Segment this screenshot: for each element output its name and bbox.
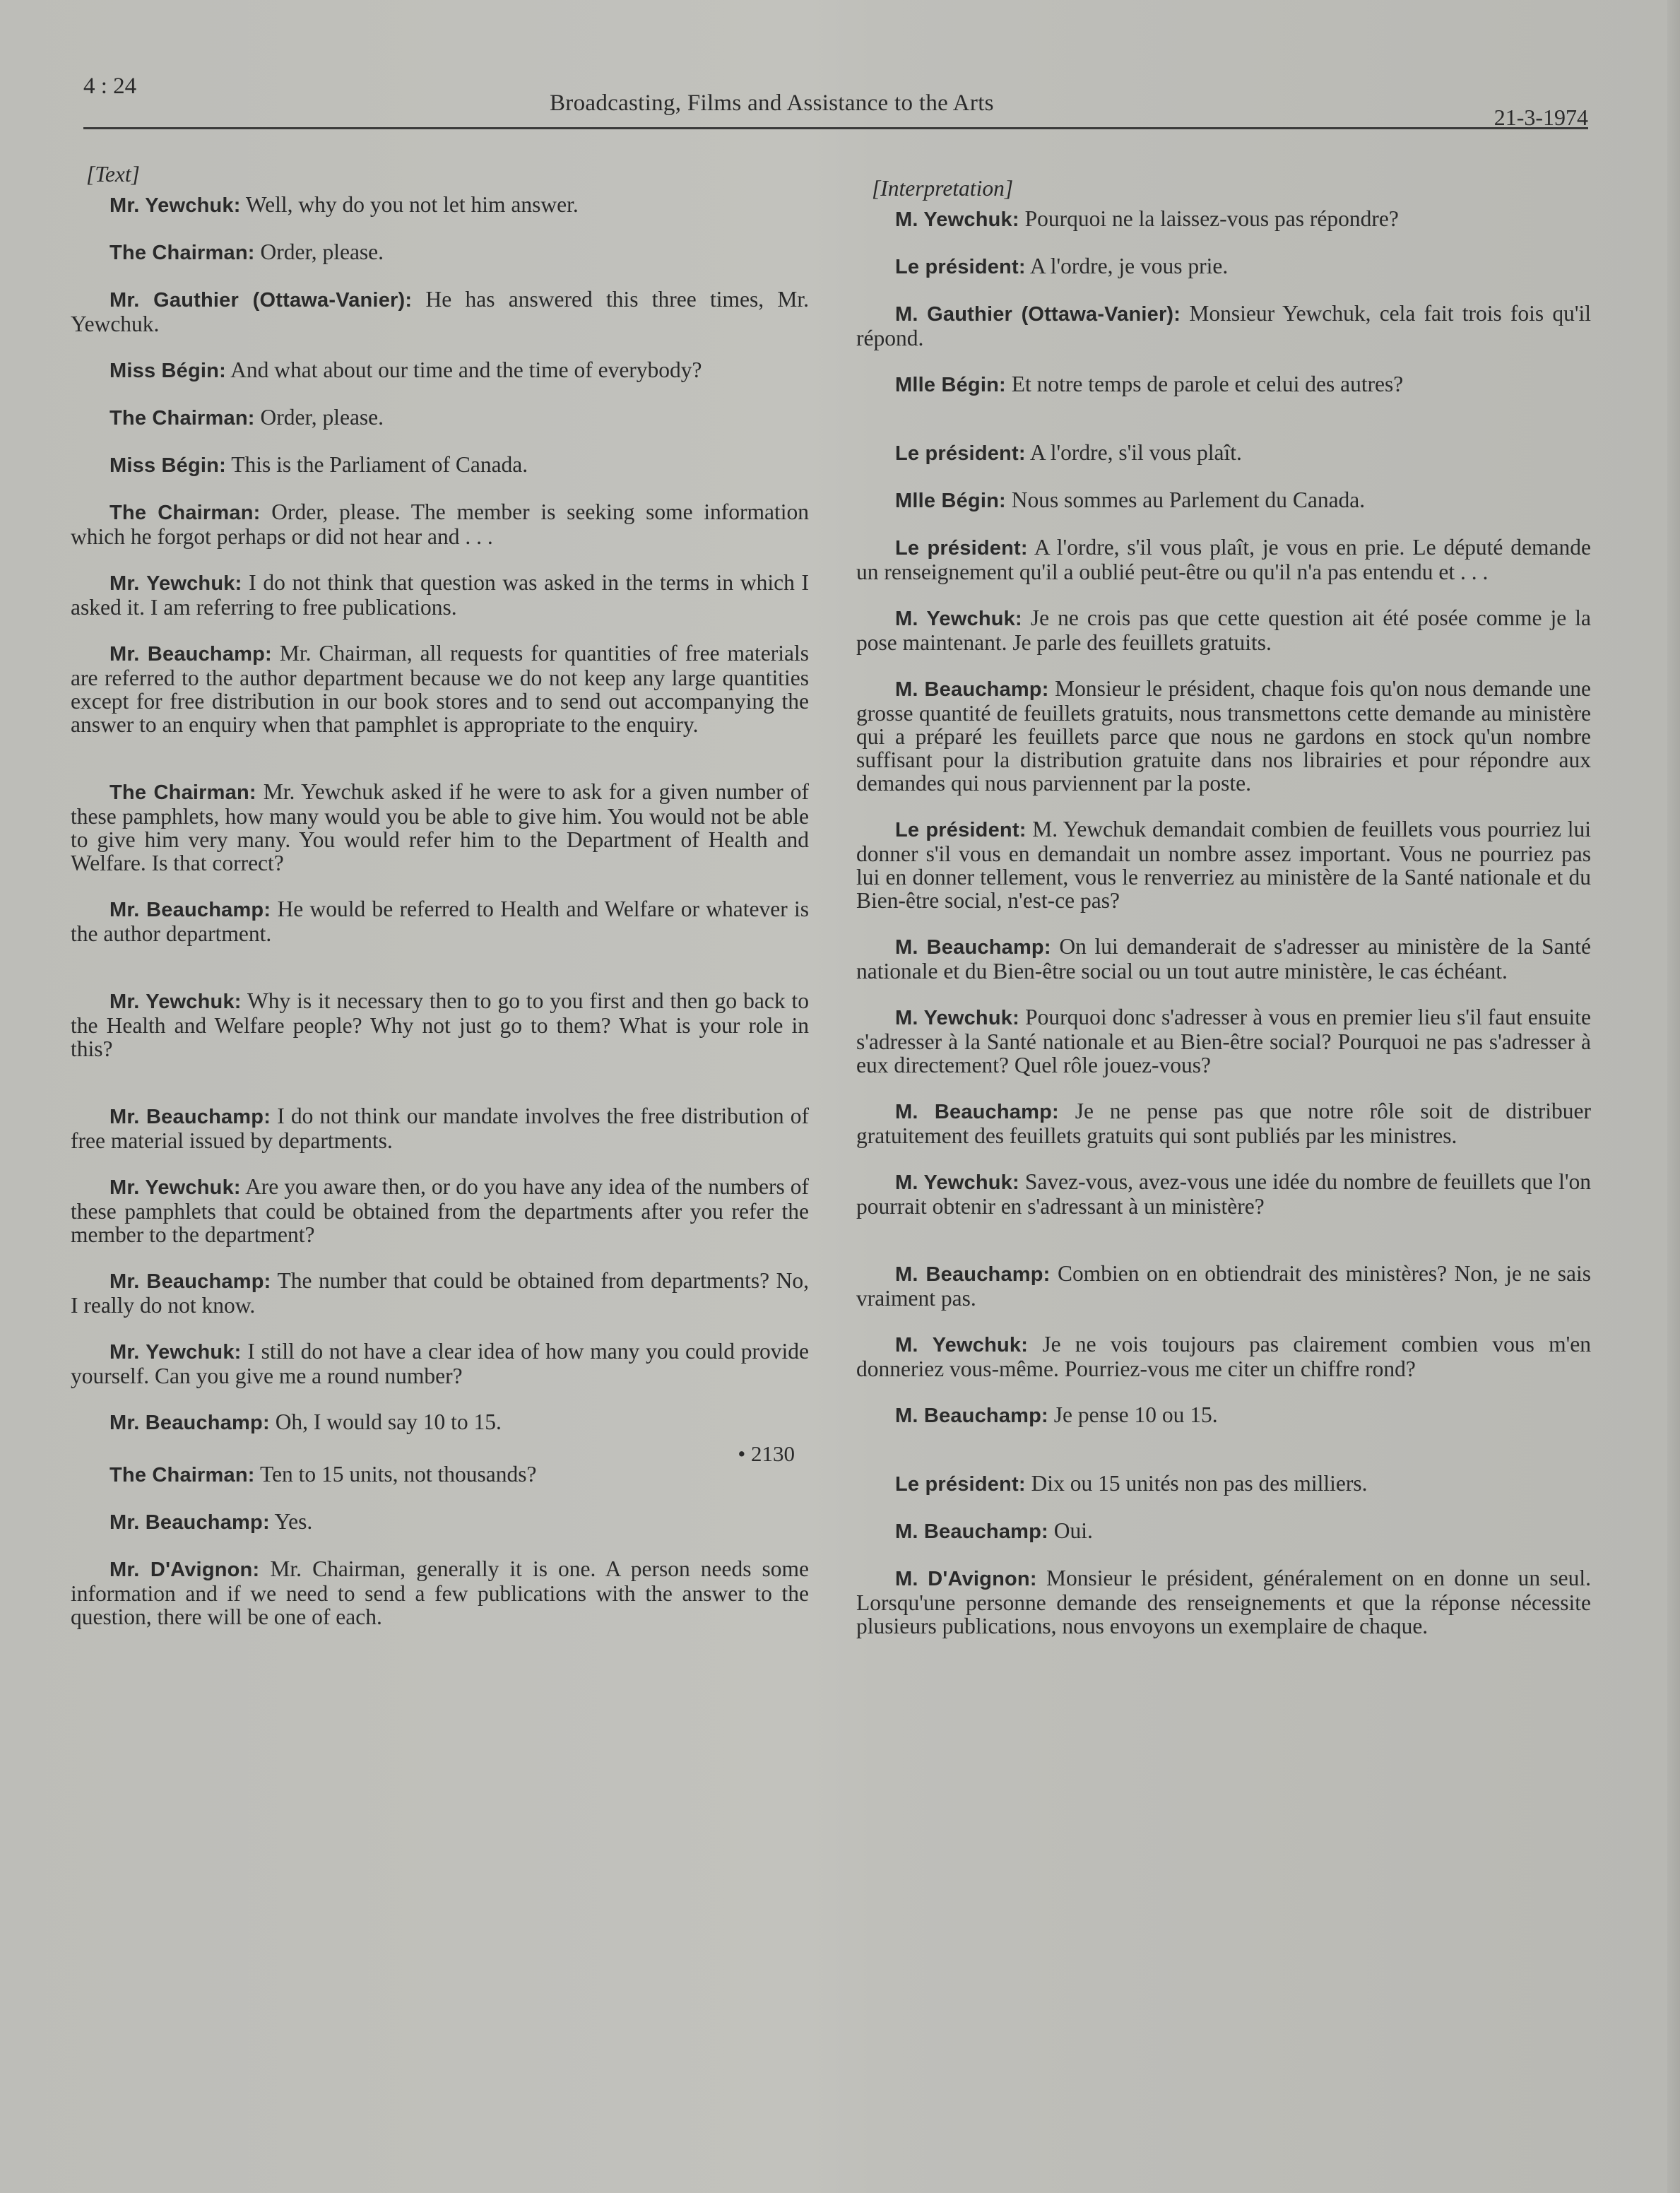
speaker-name: Miss Bégin: [110, 454, 226, 477]
transcript-entry [71, 453, 809, 478]
speaker-name: Mlle Bégin: [895, 490, 1006, 512]
speech-text: Je ne pense pas que notre rôle soit de distribuer gratuitement des feuillets gratuits qui sont publiés par les ministres. [856, 1099, 1592, 1148]
speaker-name: Mr. Yewchuk: [110, 991, 242, 1013]
speaker-name: Mlle Bégin: [895, 374, 1006, 396]
transcript-entry [71, 642, 809, 736]
speech-text: A l'ordre, je vous prie. [1029, 254, 1229, 278]
speech-text: Nous sommes au Parlement du Canada. [1011, 487, 1366, 512]
transcript-entry [856, 1403, 1591, 1428]
speaker-name: Le président: [895, 256, 1026, 278]
transcript-entry [71, 1175, 809, 1246]
speech-text: I do not think our mandate involves the free distribution of free material issued by departments. [71, 1104, 809, 1153]
speaker-name: Mr. D'Avignon: [110, 1559, 260, 1581]
speaker-name: Le président: [895, 1473, 1026, 1496]
speech-text: Order, please. [260, 240, 384, 264]
transcript-entry [856, 254, 1591, 279]
speech-text: Ten to 15 units, not thousands? [259, 1462, 537, 1486]
transcript-entry [856, 536, 1591, 584]
transcript-entry [856, 606, 1591, 654]
speaker-name: Mr. Yewchuk: [110, 1176, 241, 1199]
transcript-entry [856, 1005, 1591, 1077]
speaker-name: M. Yewchuk: [895, 1007, 1019, 1029]
transcript-entry [856, 1566, 1591, 1638]
speaker-name: The Chairman: [110, 1464, 255, 1486]
speech-text: Je pense 10 ou 15. [1053, 1402, 1218, 1427]
publication-date: 21-3-1974 [1493, 105, 1588, 130]
transcript-entry [71, 1104, 809, 1152]
transcript-entry [856, 935, 1591, 983]
speech-text: Mr. Chairman, generally it is one. A person needs some information and if we need to send a few publications with the answer to the question, there will be one of each. [71, 1556, 810, 1629]
transcript-entry [71, 406, 809, 430]
speaker-name: M. Beauchamp: [895, 1520, 1048, 1543]
transcript-entry [71, 288, 809, 336]
transcript-entry [856, 207, 1591, 232]
page-edge-shadow [1667, 0, 1680, 2193]
transcript-entry [71, 989, 809, 1060]
transcript-entry [71, 897, 809, 945]
speaker-name: Mr. Beauchamp: [110, 1270, 271, 1293]
transcript-entry [856, 1519, 1591, 1544]
speaker-name: Mr. Beauchamp: [110, 1412, 270, 1434]
publication-title: Broadcasting, Films and Assistance to the Arts [550, 90, 994, 116]
speaker-name: Mr. Gauthier (Ottawa-Vanier): [110, 289, 413, 312]
transcript-entry [71, 358, 809, 383]
speech-text: Combien on en obtiendrait des ministères? Non, je ne sais vraiment pas. [856, 1261, 1591, 1311]
speaker-name: Mr. Yewchuk: [110, 572, 242, 595]
speech-text: Pourquoi donc s'adresser à vous en premier lieu s'il faut ensuite s'adresser à la Santé nationale et au Bien-être social? Pourquoi ne pas s'adresser à eux directement? Quel rôle jouez-vous? [856, 1005, 1592, 1077]
speaker-name: Mr. Beauchamp: [110, 1511, 270, 1534]
speech-text: Why is it necessary then to go to you first and then go back to the Health and Welfare people? Why not just go to them? What is your role in this? [71, 988, 809, 1061]
transcript-entry [856, 441, 1591, 466]
column-label: [Interpretation] [872, 176, 1014, 201]
speech-text: Yes. [274, 1509, 313, 1534]
transcript-entry [71, 1557, 809, 1629]
speaker-name: The Chairman: [110, 407, 255, 430]
speech-text: He would be referred to Health and Welfare or whatever is the author department. [71, 897, 810, 946]
speaker-name: The Chairman: [110, 781, 256, 804]
speaker-name: M. Beauchamp: [895, 1101, 1059, 1123]
transcript-entry [71, 571, 809, 619]
speech-text: Are you aware then, or do you have any idea of the numbers of these pamphlets that could be obtained from the departments after you refer the member to the department? [71, 1174, 810, 1247]
speaker-name: M. Yewchuk: [895, 608, 1022, 630]
speech-text: And what about our time and the time of everybody? [230, 357, 702, 382]
transcript-entry [856, 677, 1591, 795]
speaker-name: M. Yewchuk: [895, 208, 1019, 231]
speech-text: Je ne crois pas que cette question ait été posée comme je la pose maintenant. Je parle des feuillets gratuits. [856, 605, 1592, 655]
transcript-entry [856, 302, 1591, 350]
speaker-name: M. Beauchamp: [895, 1405, 1048, 1427]
speaker-name: Le président: [895, 819, 1027, 841]
page-number: 4 : 24 [83, 73, 137, 99]
speech-text: Dix ou 15 unités non pas des milliers. [1031, 1471, 1368, 1496]
speech-text: Savez-vous, avez-vous une idée du nombre de feuillets que l'on pourrait obtenir en s'adressant à un ministère? [856, 1169, 1592, 1219]
speech-text: Et notre temps de parole et celui des autres? [1011, 372, 1404, 396]
speech-text: Monsieur le président, généralement on en donne un seul. Lorsqu'une personne demande des renseignements et que la réponse nécessite plusieurs publications, nous envoyons un exemplaire de chaque. [856, 1566, 1591, 1638]
running-header [83, 69, 1588, 129]
transcript-entry [71, 500, 809, 548]
transcript-entry [71, 240, 809, 265]
transcript-entry [71, 1340, 809, 1388]
transcript-entry [71, 1269, 809, 1317]
speech-text: Mr. Chairman, all requests for quantities of free materials are referred to the author department because we do not keep any large quantities except for free distribution in our book stores and to send out accompanying the answer to an enquiry when that pamphlet is appropriate to the enquiry. [71, 641, 809, 737]
speech-text: M. Yewchuk demandait combien de feuillets vous pourriez lui donner s'il vous en demandait un nombre assez important. Vous ne pourriez pas lui en donner tellement, vous le renverriez au ministère de la Santé nationale et du Bien-être social, n'est-ce pas? [856, 817, 1591, 913]
transcript-entry [71, 193, 809, 218]
column-label: [Text] [86, 162, 140, 187]
speech-text: Pourquoi ne la laissez-vous pas répondre? [1024, 206, 1399, 231]
speaker-name: Mr. Yewchuk: [110, 1341, 242, 1364]
speaker-name: M. D'Avignon: [895, 1568, 1037, 1590]
transcript-entry [856, 1472, 1591, 1496]
transcript-entry [856, 817, 1591, 912]
speaker-name: M. Beauchamp: [895, 1263, 1051, 1286]
speaker-name: Le président: [895, 537, 1028, 560]
speech-text: I do not think that question was asked in the terms in which I asked it. I am referring to free publications. [71, 570, 810, 620]
speech-text: A l'ordre, s'il vous plaît. [1029, 440, 1242, 465]
transcript-entry [71, 1410, 809, 1435]
speaker-name: Le président: [895, 442, 1026, 465]
speech-text: Monsieur Yewchuk, cela fait trois fois qu'il répond. [856, 301, 1592, 350]
speech-text: Well, why do you not let him answer. [245, 192, 579, 217]
speech-text: The number that could be obtained from departments? No, I really do not know. [71, 1268, 809, 1318]
speech-text: Monsieur le président, chaque fois qu'on nous demande une grosse quantité de feuillets gratuits, nous transmettons cette demande au ministère qui a préparé les feuillets parce que nous ne gardons en stock qu'un nombre suffisant pour la distribution gratuite dans nos librairies et pour répondre aux demandes qui nous parviennent par la poste. [856, 676, 1592, 796]
speaker-name: The Chairman: [110, 502, 261, 524]
transcript-entry [856, 1099, 1591, 1147]
speech-text: Order, please. [260, 405, 384, 430]
transcript-entry [856, 372, 1591, 397]
transcript-entry [856, 488, 1591, 513]
transcript-entry [856, 1332, 1591, 1381]
speaker-name: Mr. Beauchamp: [110, 643, 272, 666]
french-interpretation-column [856, 177, 1591, 1660]
speech-text: Oh, I would say 10 to 15. [275, 1409, 502, 1434]
speaker-name: Mr. Beauchamp: [110, 1106, 271, 1128]
speaker-name: M. Gauthier (Ottawa-Vanier): [895, 303, 1181, 326]
speaker-name: The Chairman: [110, 242, 255, 264]
transcript-entry [71, 1510, 809, 1535]
speech-text: Oui. [1053, 1518, 1093, 1543]
speaker-name: Mr. Yewchuk: [110, 194, 241, 217]
transcript-entry [71, 780, 809, 875]
speech-text: Mr. Yewchuk asked if he were to ask for a given number of these pamphlets, how many would you be able to give him. You would not be able to give him very many. You would refer him to the Department of Health and Welfare. Is that correct? [71, 779, 809, 875]
transcript-entry [856, 1170, 1591, 1218]
transcript-entry [856, 1262, 1591, 1310]
speech-text: I still do not have a clear idea of how many you could provide yourself. Can you give me a round number? [71, 1339, 810, 1388]
speaker-name: M. Yewchuk: [895, 1171, 1019, 1194]
speaker-name: Mr. Beauchamp: [110, 899, 271, 921]
speaker-name: M. Beauchamp: [895, 678, 1049, 701]
english-text-column [71, 162, 809, 1651]
speech-text: He has answered this three times, Mr. Yewchuk. [71, 287, 809, 336]
speaker-name: M. Beauchamp: [895, 936, 1051, 959]
speech-text: On lui demanderait de s'adresser au ministère de la Santé nationale et du Bien-être social ou un tout autre ministère, le cas échéant. [856, 934, 1591, 983]
speaker-name: Miss Bégin: [110, 360, 226, 382]
speaker-name: M. Yewchuk: [895, 1334, 1029, 1356]
speech-text: Je ne vois toujours pas clairement combien vous m'en donneriez vous-même. Pourriez-vous me citer un chiffre rond? [856, 1332, 1592, 1381]
speech-text: Order, please. The member is seeking some information which he forgot perhaps or did not hear and . . . [71, 500, 810, 549]
speech-text: This is the Parliament of Canada. [231, 452, 528, 477]
time-marker: • 2130 [738, 1441, 795, 1466]
transcript-entry [71, 1462, 809, 1487]
speech-text: A l'ordre, s'il vous plaît, je vous en prie. Le député demande un renseignement qu'il a oublié peut-être ou qu'il n'a pas entendu et . . . [856, 535, 1591, 584]
